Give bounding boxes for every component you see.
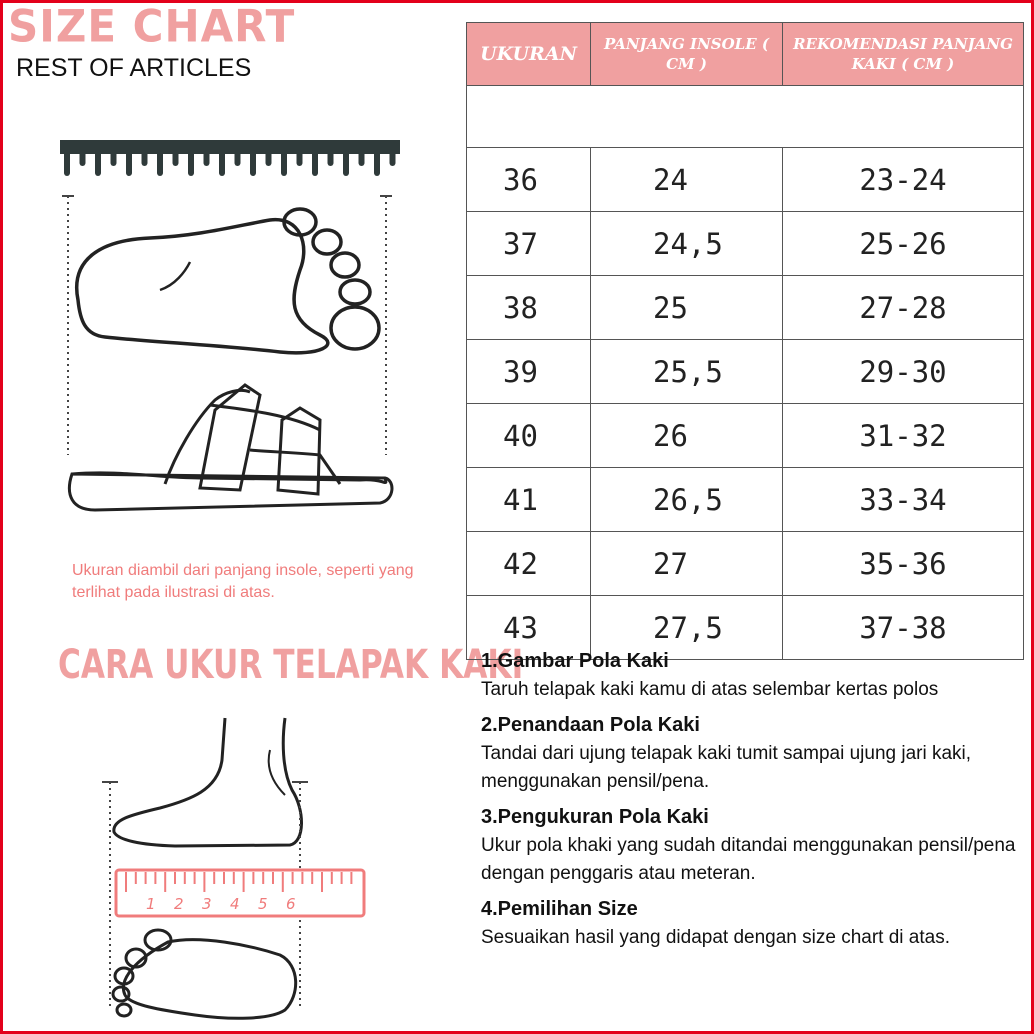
step-desc: Taruh telapak kaki kamu di atas selembar kertas polos — [481, 679, 939, 700]
steps-list — [481, 646, 1031, 958]
step-title: 1.Gambar Pola Kaki — [481, 650, 669, 672]
recommendation-cell: 27-28 — [783, 276, 1024, 340]
size-cell: 40 — [467, 404, 591, 468]
insole-cell: 25 — [591, 276, 783, 340]
step-title: 4.Pemilihan Size — [481, 898, 638, 920]
recommendation-cell: 33-34 — [783, 468, 1024, 532]
header-ukuran: UKURAN — [467, 23, 591, 86]
insole-cell: 27,5 — [591, 596, 783, 660]
insole-cell: 25,5 — [591, 340, 783, 404]
size-cell: 38 — [467, 276, 591, 340]
size-chart-title: SIZE CHART — [8, 0, 296, 53]
insole-cell: 26 — [591, 404, 783, 468]
foot-sole-icon — [77, 209, 379, 353]
step-desc: Sesuaikan hasil yang didapat dengan size chart di atas. — [481, 927, 950, 948]
step-title: 2.Penandaan Pola Kaki — [481, 714, 700, 736]
table-header-row — [467, 23, 1024, 86]
insole-cell: 24 — [591, 148, 783, 212]
insole-cell: 24,5 — [591, 212, 783, 276]
size-cell: 42 — [467, 532, 591, 596]
table-row — [467, 468, 1024, 532]
table-row — [467, 276, 1024, 340]
ruler-number: 5 — [258, 895, 268, 913]
insole-cell: 26,5 — [591, 468, 783, 532]
subtitle: REST OF ARTICLES — [16, 54, 252, 82]
recommendation-cell: 29-30 — [783, 340, 1024, 404]
ruler-number: 2 — [174, 895, 184, 913]
recommendation-cell: 35-36 — [783, 532, 1024, 596]
step-2 — [481, 710, 1031, 796]
size-cell: 41 — [467, 468, 591, 532]
recommendation-cell: 31-32 — [783, 404, 1024, 468]
step-desc: Ukur pola khaki yang sudah ditandai menggunakan pensil/pena dengan penggaris atau meteran. — [481, 835, 1016, 884]
measure-title: CARA UKUR TELAPAK KAKI — [58, 642, 524, 688]
ruler-number: 3 — [202, 895, 212, 913]
table-row — [467, 212, 1024, 276]
step-4 — [481, 894, 1031, 952]
step-desc: Tandai dari ujung telapak kaki tumit sampai ujung jari kaki, menggunakan pensil/pena. — [481, 743, 972, 792]
foot-print-icon — [113, 930, 296, 1018]
table-row — [467, 340, 1024, 404]
step-1 — [481, 646, 1031, 704]
size-cell: 39 — [467, 340, 591, 404]
size-cell: 37 — [467, 212, 591, 276]
recommendation-cell: 25-26 — [783, 212, 1024, 276]
table-row — [467, 148, 1024, 212]
table-row — [467, 532, 1024, 596]
sandal-icon — [69, 385, 392, 510]
foot-side-icon — [114, 718, 302, 846]
recommendation-cell: 37-38 — [783, 596, 1024, 660]
ruler-top-icon — [60, 140, 400, 176]
step-3 — [481, 802, 1031, 888]
header-insole: PANJANG INSOLE ( CM ) — [591, 23, 783, 86]
header-rekomendasi: REKOMENDASI PANJANG KAKI ( CM ) — [783, 23, 1024, 86]
pink-ruler-icon — [116, 870, 364, 916]
ruler-number: 4 — [230, 895, 240, 913]
ruler-number: 6 — [286, 895, 296, 913]
recommendation-cell: 23-24 — [783, 148, 1024, 212]
size-table — [466, 22, 1024, 660]
insole-cell: 27 — [591, 532, 783, 596]
table-row — [467, 404, 1024, 468]
ruler-number: 1 — [146, 895, 156, 913]
size-cell: 43 — [467, 596, 591, 660]
step-title: 3.Pengukuran Pola Kaki — [481, 806, 709, 828]
size-cell: 36 — [467, 148, 591, 212]
insole-note: Ukuran diambil dari panjang insole, seperti yang terlihat pada ilustrasi di atas. — [72, 562, 414, 601]
